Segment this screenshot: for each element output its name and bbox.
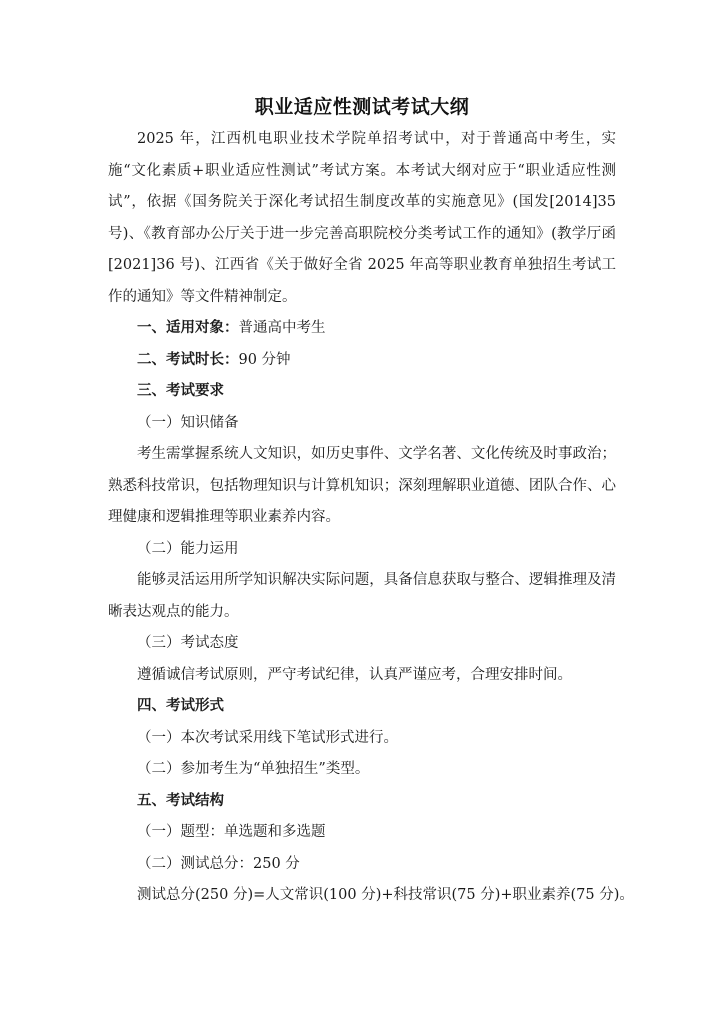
list-item: （二）测试总分：250 分 bbox=[137, 855, 300, 872]
list-item: （二）参加考生为“单独招生”类型。 bbox=[137, 761, 370, 777]
subsection-title: （一）知识储备 bbox=[137, 414, 239, 431]
section-label: 五、考试结构 bbox=[137, 792, 224, 809]
section-label: 四、考试形式 bbox=[137, 698, 224, 714]
subsection-title: （三）考试态度 bbox=[137, 635, 239, 651]
list-item: （一）题型：单选题和多选题 bbox=[137, 824, 326, 840]
subsection-text: 考生需掌握系统人文知识，如历史事件、文学名著、文化传统及时事政治；熟悉科技常识，包括物理知识与计算机知识；深刻理解职业道德、团队合作、心理健康和逻辑推理等职业素养内容。 bbox=[108, 446, 616, 525]
section-exam-duration bbox=[108, 345, 616, 377]
subsection-title: （二）能力运用 bbox=[137, 540, 239, 557]
list-item: （一）本次考试采用线下笔试形式进行。 bbox=[137, 729, 398, 746]
section-label: 一、适用对象： bbox=[137, 320, 239, 336]
section-label: 三、考试要求 bbox=[137, 383, 224, 399]
subsection-text: 能够灵活运用所学知识解决实际问题，具备信息获取与整合、逻辑推理及清晰表达观点的能力。 bbox=[108, 572, 616, 620]
page-title: 职业适应性测试考试大纲 bbox=[254, 96, 470, 118]
section-value: 普通高中考生 bbox=[238, 320, 326, 336]
section-value: 90 分钟 bbox=[238, 351, 291, 368]
section-exam-requirements bbox=[108, 376, 616, 408]
intro-paragraph: 2025 年，江西机电职业技术学院单招考试中，对于普通高中考生，实施“文化素质+职业适应性测试”考试方案。本考试大纲对应于“职业适应性测试”，依据《国务院关于深化考试招生制度改革的实施意见》(国发[2014]35 号)、《教育部办公厅关于进一步完善高职院校分类考试工作的通知》(教学厅函[2021]36 号)、江西省《关于做好全省 2025 年高等职业教育单独招生考试工作的通知》等文件精神制定。 bbox=[108, 131, 616, 305]
section-label: 二、考试时长： bbox=[137, 351, 239, 368]
section-exam-structure bbox=[108, 786, 616, 818]
section-exam-format bbox=[108, 691, 616, 723]
score-formula: 测试总分(250 分)=人文常识(100 分)+科技常识(75 分)+职业素养(75 分)。 bbox=[137, 887, 634, 903]
section-applicable-target bbox=[108, 313, 616, 345]
subsection-text: 遵循诚信考试原则，严守考试纪律，认真严谨应考，合理安排时间。 bbox=[137, 666, 572, 683]
document-body bbox=[108, 124, 634, 912]
